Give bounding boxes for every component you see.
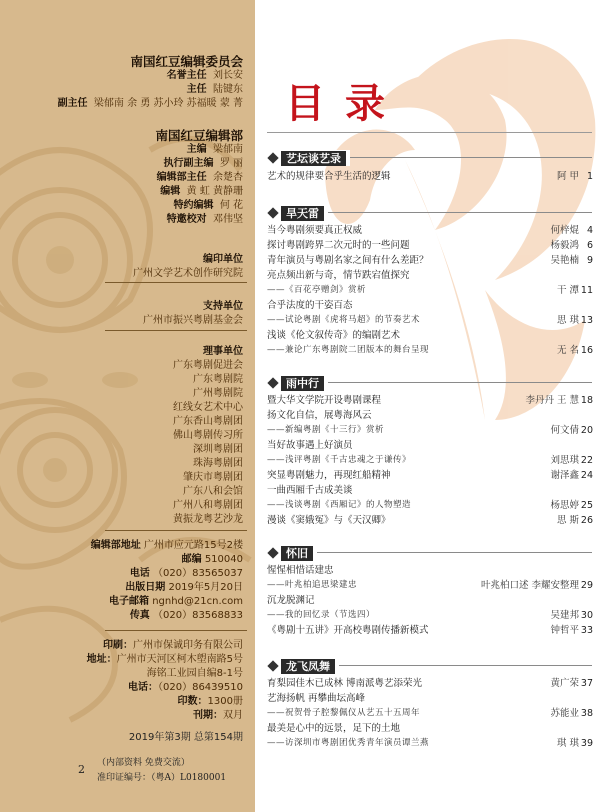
entry-page: 30: [580, 610, 593, 621]
section-title: 旱天雷: [281, 206, 324, 221]
entry-title: 合乎法度的干姿百态: [267, 300, 353, 311]
toc-entry[interactable]: [267, 328, 597, 343]
role-label: 主编: [186, 144, 207, 155]
section-header: [267, 545, 597, 561]
toc-entry-subtitle[interactable]: [267, 498, 597, 513]
organizer-heading: 编印单位: [203, 254, 243, 265]
contact-label: 电子邮箱: [109, 596, 149, 607]
entry-author: 钟哲平: [550, 625, 579, 636]
contact-label: 电话: [129, 568, 150, 579]
masthead-column: [0, 0, 255, 812]
issue-number: 2019年第3期 总第154期: [128, 732, 243, 743]
editorial-row: [157, 172, 243, 184]
council-item: 珠海粤剧团: [193, 458, 243, 469]
entry-title: ——叶兆柏追思梁建忠: [267, 580, 358, 590]
contact-value: 2019年5月20日: [168, 582, 243, 593]
period-row: [193, 710, 243, 722]
entry-title: 沉龙脱渊记: [267, 595, 315, 606]
entry-author: 黄广荣: [550, 678, 579, 689]
entry-page: 6: [586, 240, 593, 251]
role-label: 特邀校对: [166, 214, 207, 225]
toc-entry[interactable]: [267, 169, 597, 184]
entry-title: ——新编粤剧《十三行》赏析: [267, 425, 385, 435]
toc-entry[interactable]: [267, 393, 597, 408]
entry-author: 谢泽鑫: [550, 470, 579, 481]
entry-author: 干 潭: [556, 285, 579, 296]
entry-page: 26: [580, 515, 593, 526]
toc-entry[interactable]: [267, 593, 597, 608]
contact-value: ngnhd@21cn.com: [152, 596, 243, 607]
entry-page: 24: [580, 470, 593, 481]
entry-author: 阿 甲: [556, 171, 579, 182]
entry-title: ——祝贺骨子腔黎佩仪从艺五十五周年: [267, 708, 421, 718]
page-title: 目录: [285, 80, 405, 127]
toc-section: [267, 375, 597, 528]
contact-row: [182, 554, 243, 566]
entry-author: 李丹丹 王 慧: [525, 395, 579, 406]
entry-page: 13: [580, 315, 593, 326]
editorial-row: [163, 158, 243, 170]
diamond-icon: [267, 152, 278, 163]
council-item: 广东香山粤剧团: [173, 416, 243, 427]
diamond-icon: [267, 207, 278, 218]
entry-author: 苏能业: [550, 708, 579, 719]
phone-label: 电话：: [128, 682, 158, 693]
address-value: 广州市天河区柯木塱南路5号: [116, 654, 243, 665]
committee-row: [58, 98, 243, 110]
section-header: [267, 375, 597, 391]
toc-column: [255, 0, 600, 812]
entry-title: 亮点频出新与奇，情节跌宕值探究: [267, 270, 410, 281]
printer-value: 广州市保诚印务有限公司: [133, 640, 243, 651]
divider: [105, 630, 247, 631]
toc-entry[interactable]: [267, 563, 597, 578]
entry-author: 无 名: [556, 345, 579, 356]
toc-entry[interactable]: [267, 483, 597, 498]
entry-page: 29: [580, 580, 593, 591]
entry-title: 浅谈《伦文叙传奇》的编剧艺术: [267, 330, 401, 341]
toc-entry[interactable]: [267, 238, 597, 253]
toc-section: [267, 150, 597, 184]
entry-author: 琪 琪: [556, 738, 579, 749]
entry-title: ——浅谈粤剧《西厢记》的人物塑造: [267, 500, 412, 510]
editorial-heading: 南国红豆编辑部: [155, 128, 243, 143]
toc-entry-subtitle[interactable]: [267, 343, 597, 358]
title-divider: [267, 132, 592, 133]
page-number: 2: [78, 763, 85, 776]
entry-title: 漫谈《窦娥冤》与《天汉卿》: [267, 515, 391, 526]
organizer-value: 广州文学艺术创作研究院: [133, 268, 243, 279]
entry-title: ——兼论广东粤剧院二团版本的舞台呈现: [267, 345, 430, 355]
contact-value: 广州市应元路15号2楼: [143, 540, 243, 551]
council-item: 佛山粤剧传习所: [173, 430, 243, 441]
toc-entry[interactable]: [267, 721, 597, 736]
council-heading: 理事单位: [203, 346, 243, 357]
printer-phone-row: [128, 682, 243, 694]
contact-label: 编辑部地址: [90, 540, 141, 551]
section-header: [267, 205, 597, 221]
entry-author: 杨毅鸿: [550, 240, 579, 251]
divider: [105, 282, 247, 283]
section-header: [267, 150, 597, 166]
role-label: 名誉主任: [166, 70, 207, 81]
role-names: 刘长安: [213, 70, 243, 81]
toc-entry[interactable]: [267, 691, 597, 706]
toc-entry-subtitle[interactable]: [267, 736, 597, 751]
printer-row: [103, 640, 243, 652]
entry-page: 38: [580, 708, 593, 719]
entry-author: 何梓焜: [550, 225, 579, 236]
entry-title: 艺术的规律要合乎生活的逻辑: [267, 171, 391, 182]
contact-row: [125, 582, 243, 594]
toc-section: [267, 205, 597, 358]
committee-row: [187, 84, 243, 96]
council-item: 广州八和粤剧团: [173, 500, 243, 511]
role-label: 主任: [186, 84, 207, 95]
contact-row: [91, 540, 243, 552]
entry-title: 育梨园佳木已成林 博南派粤艺添荣光: [267, 678, 423, 689]
entry-author: 吴建邦: [550, 610, 579, 621]
contact-label: 出版日期: [125, 582, 166, 593]
section-title: 雨中行: [281, 376, 324, 391]
entry-page: 18: [580, 395, 593, 406]
print-count-row: [178, 696, 243, 708]
toc-entry-subtitle[interactable]: [267, 423, 597, 438]
entry-title: 一曲西厢千古成美谈: [267, 485, 353, 496]
entry-title: ——我的回忆录（节选四）: [267, 610, 376, 620]
contact-label: 邮编: [181, 554, 202, 565]
entry-title: 扬文化自信，展粤海风云: [267, 410, 372, 421]
entry-title: ——《百花亭赠剑》赏析: [267, 285, 367, 295]
role-names: 梁郁南: [213, 144, 243, 155]
committee-heading: 南国红豆编辑委员会: [130, 54, 243, 69]
editorial-row: [160, 186, 243, 198]
toc-section: [267, 545, 597, 638]
entry-title: 惺惺相惜话建忠: [267, 565, 334, 576]
toc-entry[interactable]: [267, 623, 597, 638]
entry-author: 叶兆柏口述 李耀安整理: [480, 580, 579, 591]
entry-title: 最美是心中的远景，足下的土地: [267, 723, 401, 734]
diamond-icon: [267, 660, 278, 671]
toc-section: [267, 658, 597, 751]
entry-title: 当今粤剧须要真正权威: [267, 225, 363, 236]
toc-entry-subtitle[interactable]: [267, 706, 597, 721]
role-label: 副主任: [57, 98, 88, 109]
section-header: [267, 658, 597, 674]
entry-page: 20: [580, 425, 593, 436]
contact-label: 传真: [129, 610, 150, 621]
divider: [105, 530, 247, 531]
toc-entry[interactable]: [267, 438, 597, 453]
entry-page: 1: [586, 171, 593, 182]
entry-title: 艺海扬帆 再攀曲坛高峰: [267, 693, 366, 704]
role-names: 余楚杏: [213, 172, 243, 183]
count-value: 1300册: [207, 696, 243, 707]
entry-title: 《粤剧十五讲》开高校粤剧传播新模式: [267, 625, 429, 636]
toc-entry-subtitle[interactable]: [267, 453, 597, 468]
count-label: 印数：: [177, 696, 208, 707]
role-names: 黄 虹 黄静珊: [186, 186, 243, 197]
toc-entry[interactable]: [267, 298, 597, 313]
role-names: 陆键东: [213, 84, 243, 95]
toc-entry[interactable]: [267, 253, 597, 268]
entry-title: 探讨粤剧跨界二次元时的一些问题: [267, 240, 410, 251]
toc-entry[interactable]: [267, 408, 597, 423]
entry-author: 思 斯: [556, 515, 579, 526]
sponsor-value: 广州市振兴粤剧基金会: [143, 315, 243, 326]
section-title: 龙飞凤舞: [281, 659, 335, 674]
contact-row: [130, 610, 243, 622]
entry-page: 25: [580, 500, 593, 511]
entry-page: 37: [580, 678, 593, 689]
period-label: 刊期：: [193, 710, 223, 721]
entry-title: ——访深圳市粤剧团优秀青年演员谭兰燕: [267, 738, 430, 748]
sponsor-heading: 支持单位: [203, 301, 243, 312]
printer-address-row-2: 海铭工业园自编8-1号: [146, 668, 243, 679]
entry-title: 青年演员与粤剧名家之间有什么差距？: [267, 255, 429, 266]
council-item: 红线女艺术中心: [173, 402, 243, 413]
entry-page: 11: [580, 285, 593, 296]
contact-value: （020）83568833: [153, 610, 243, 621]
entry-author: 思 琪: [556, 315, 579, 326]
section-title: 怀旧: [281, 546, 313, 561]
entry-title: 突显粤剧魅力，再现红船精神: [267, 470, 391, 481]
role-label: 编辑部主任: [156, 172, 207, 183]
toc-entry-subtitle[interactable]: [267, 608, 597, 623]
printer-address-row: [87, 654, 243, 666]
entry-page: 9: [586, 255, 593, 266]
entry-title: 暨大华文学院开设粤剧课程: [267, 395, 382, 406]
phone-value: （020）86439510: [158, 682, 243, 693]
footer-note: （内部资料 免费交流）: [97, 758, 190, 768]
council-item: 广东八和会馆: [183, 486, 243, 497]
address-label: 地址：: [86, 654, 117, 665]
council-item: 广东粤剧促进会: [173, 360, 243, 371]
diamond-icon: [267, 547, 278, 558]
period-value: 双月: [223, 710, 243, 721]
divider: [105, 330, 247, 331]
section-title: 艺坛谈艺录: [281, 151, 346, 166]
entry-author: 吴艳楠: [550, 255, 579, 266]
diamond-icon: [267, 377, 278, 388]
role-names: 何 花: [219, 200, 243, 211]
role-label: 执行副主编: [163, 158, 214, 169]
editorial-row: [173, 200, 243, 212]
council-item: 广州粤剧院: [193, 388, 243, 399]
entry-page: 4: [586, 225, 593, 236]
role-label: 编辑: [160, 186, 181, 197]
toc-entry[interactable]: [267, 468, 597, 483]
permit-number: 准印证编号：（粤A）L0180001: [97, 773, 227, 783]
toc-entry-subtitle[interactable]: [267, 283, 597, 298]
entry-author: 何文倩: [550, 425, 579, 436]
toc-entry-subtitle[interactable]: [267, 313, 597, 328]
editorial-row: [167, 214, 243, 226]
entry-author: 刘思琪: [550, 455, 579, 466]
role-label: 特约编辑: [173, 200, 214, 211]
toc-entry[interactable]: [267, 513, 597, 528]
entry-page: 22: [580, 455, 593, 466]
entry-title: 当好故事遇上好演员: [267, 440, 353, 451]
toc-entry[interactable]: [267, 268, 597, 283]
role-names: 邓伟坚: [213, 214, 243, 225]
contact-value: （020）83565037: [153, 568, 243, 579]
contact-row: [130, 568, 243, 580]
role-names: 梁郁南 余 勇 苏小玲 苏福暖 蒙 菁: [93, 98, 243, 109]
council-item: 深圳粤剧团: [193, 444, 243, 455]
role-names: 罗 丽: [219, 158, 243, 169]
contact-value: 510040: [204, 554, 243, 565]
council-item: 黄振龙粤艺沙龙: [173, 514, 243, 525]
toc-entry[interactable]: [267, 676, 597, 691]
entry-title: ——浅评粤剧《千古忠魂之于谦传》: [267, 455, 412, 465]
printer-label: 印刷：: [103, 640, 133, 651]
entry-page: 33: [580, 625, 593, 636]
contact-row: [109, 596, 243, 608]
council-item: 肇庆市粤剧团: [183, 472, 243, 483]
council-item: 广东粤剧院: [193, 374, 243, 385]
committee-row: [167, 70, 243, 82]
toc-entry-subtitle[interactable]: [267, 578, 597, 593]
toc-entry[interactable]: [267, 223, 597, 238]
entry-title: ——试论粤剧《虎将马超》的节奏艺术: [267, 315, 421, 325]
editorial-row: [187, 144, 243, 156]
entry-page: 39: [580, 738, 593, 749]
entry-author: 杨思婷: [550, 500, 579, 511]
entry-page: 16: [580, 345, 593, 356]
